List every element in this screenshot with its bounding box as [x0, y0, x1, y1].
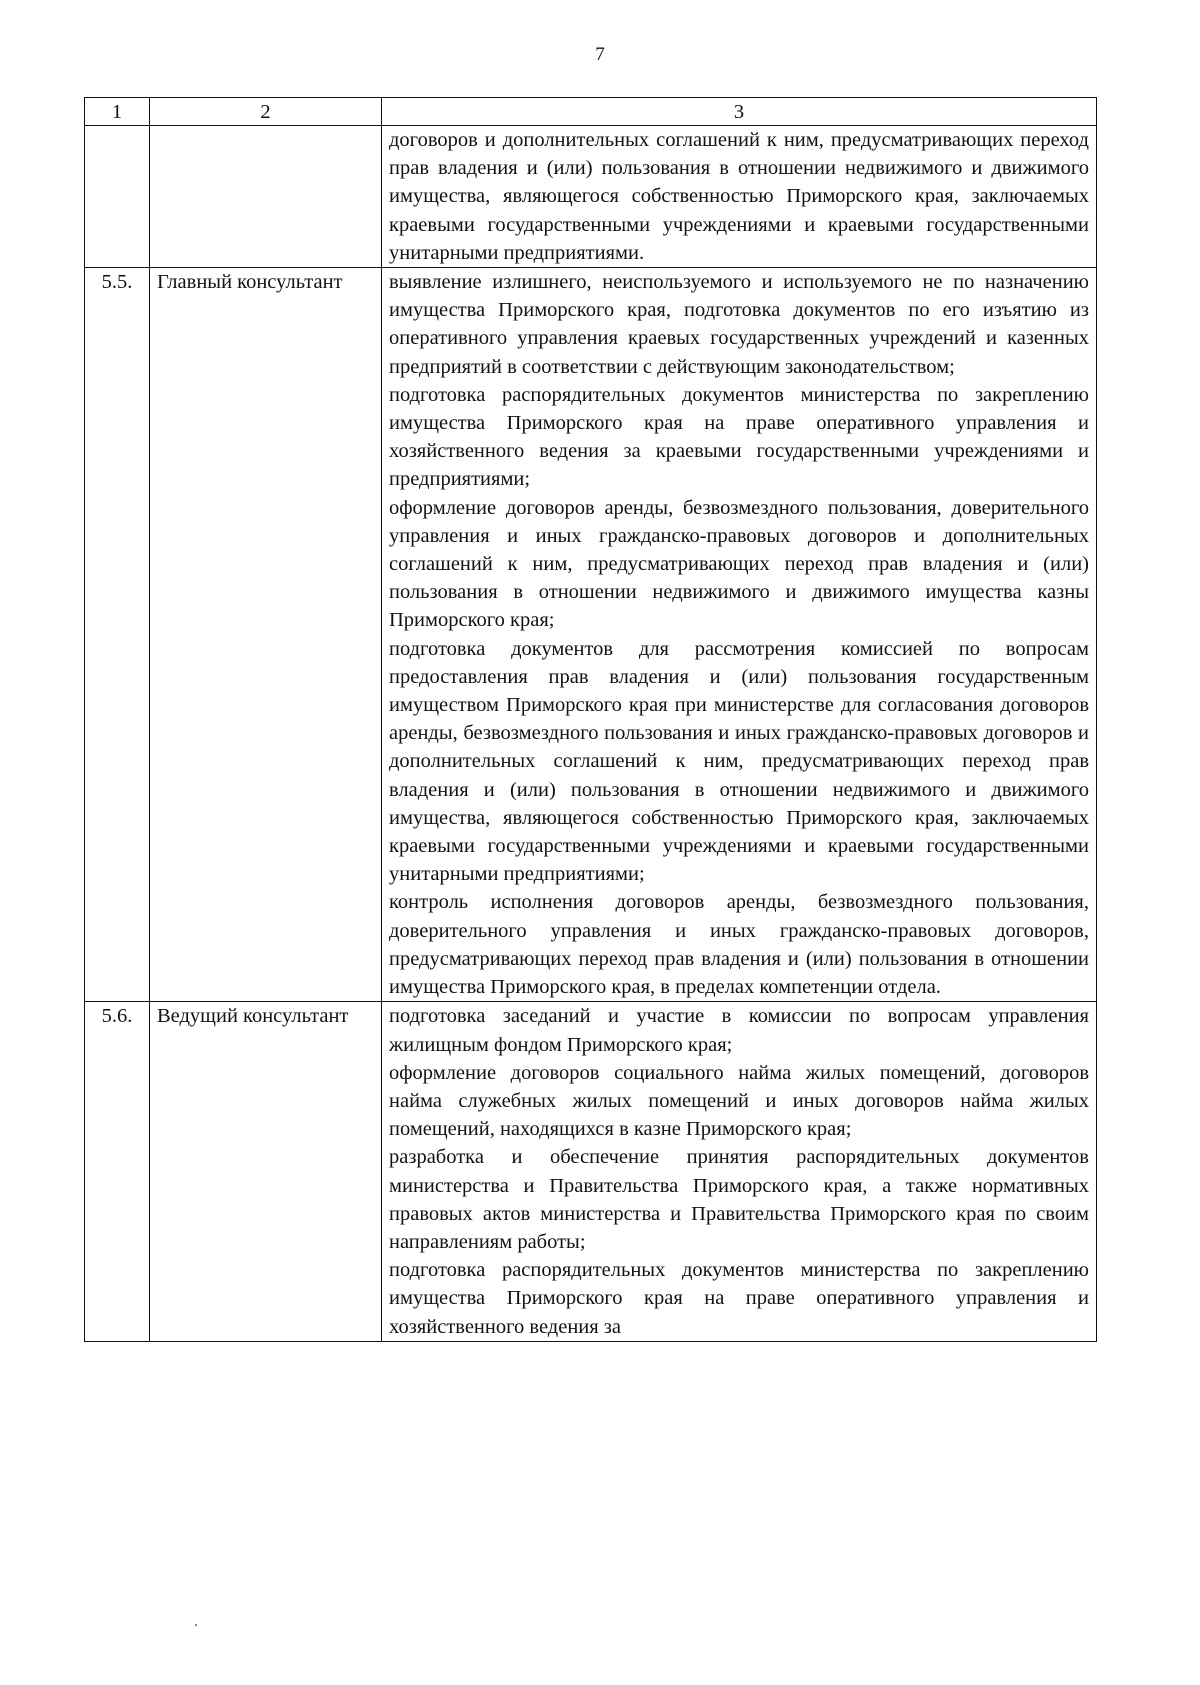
table-header-row: [85, 98, 1097, 126]
duty-paragraph: подготовка распорядительных документов министерства по закреплению имущества Приморского края на праве оперативного управления и хозяйственного ведения за: [389, 1259, 1089, 1338]
page-number: 7: [595, 44, 605, 65]
duties-table: [84, 97, 1097, 1342]
duty-paragraph: контроль исполнения договоров аренды, безвозмездного пользования, доверительного управления и иных гражданско-правовых договоров, предусматривающих переход прав владения и (или) пользования в отношении имущества Приморского края, в пределах компетенции отдела.: [389, 891, 1089, 999]
table-row-5-5: [85, 268, 1097, 1002]
duty-paragraph: разработка и обеспечение принятия распорядительных документов министерства и Правительства Приморского края, а также нормативных правовых актов министерства и Правительства Приморского края по своим направлениям работы;: [389, 1146, 1089, 1253]
duty-paragraph: подготовка распорядительных документов министерства по закреплению имущества Приморского края на праве оперативного управления и хозяйственного ведения за краевыми государственными учреждениями и предприятиями;: [389, 383, 1089, 491]
row-duties: [382, 1002, 1097, 1341]
row-duties: [382, 126, 1097, 268]
row-duties: [382, 268, 1097, 1002]
row-number: [85, 126, 150, 268]
row-number: 5.5.: [85, 268, 150, 1002]
duty-paragraph: подготовка заседаний и участие в комиссии по вопросам управления жилищным фондом Приморского края;: [389, 1005, 1089, 1056]
table-row-5-6: [85, 1002, 1097, 1341]
duty-paragraph: договоров и дополнительных соглашений к ним, предусматривающих переход прав владения и (или) пользования в отношении недвижимого и движимого имущества, являющегося собственностью Приморского края, заключаемых краевыми государственными учреждениями и краевыми государственными унитарными предприятиями.: [389, 129, 1089, 264]
row-number: 5.6.: [85, 1002, 150, 1341]
duty-paragraph: выявление излишнего, неиспользуемого и используемого не по назначению имущества Приморского края, подготовка документов по его изъятию из оперативного управления краевых государственных учреждений и казенных предприятий в соответствии с действующим законодательством;: [389, 271, 1089, 378]
duty-paragraph: подготовка документов для рассмотрения комиссией по вопросам предоставления прав владения и (или) пользования государственным имуществом Приморского края при министерстве для согласования договоров аренды, безвозмездного пользования и иных гражданско-правовых договоров и дополнительных соглашений к ним, предусматривающих переход прав владения и (или) пользования в отношении недвижимого и движимого имущества, являющегося собственностью Приморского края, заключаемых краевыми государственными учреждениями и краевыми государственными унитарными предприятиями;: [389, 637, 1089, 886]
scan-speck: [195, 1624, 197, 1626]
header-col-1: 1: [85, 98, 150, 126]
row-position: [150, 126, 382, 268]
header-col-3: 3: [382, 98, 1097, 126]
row-position: Главный консультант: [150, 268, 382, 1002]
row-position: Ведущий консультант: [150, 1002, 382, 1341]
duty-paragraph: оформление договоров социального найма жилых помещений, договоров найма служебных жилых помещений и иных договоров найма жилых помещений, находящихся в казне Приморского края;: [389, 1061, 1089, 1141]
header-col-2: 2: [150, 98, 382, 126]
duty-paragraph: оформление договоров аренды, безвозмездного пользования, доверительного управления и иных гражданско-правовых договоров и дополнительных соглашений к ним, предусматривающих переход прав владения и (или) пользования в отношении недвижимого и движимого имущества казны Приморского края;: [389, 496, 1089, 632]
table-row-continuation: [85, 126, 1097, 268]
